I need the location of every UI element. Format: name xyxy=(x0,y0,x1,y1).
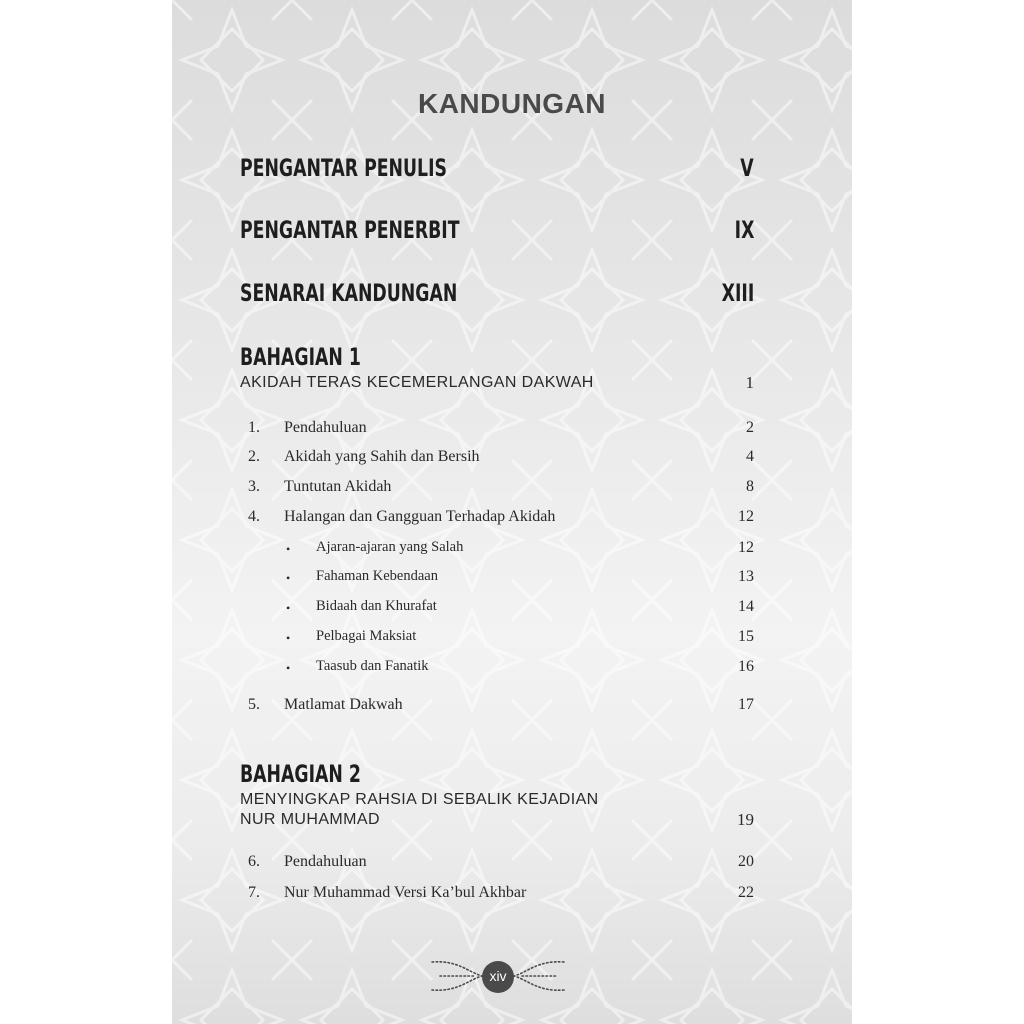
subitem-label: Bidaah dan Khurafat xyxy=(316,598,437,614)
toc-entry-label: SENARAI KANDUNGAN xyxy=(240,279,458,307)
part-2-page: 19 xyxy=(737,810,754,829)
toc-entry-label: PENGANTAR PENERBIT xyxy=(240,216,460,244)
item-number: 1. xyxy=(248,419,260,436)
toc-item[interactable] xyxy=(240,478,754,500)
item-label: Pendahuluan xyxy=(284,419,367,436)
part-1-page: 1 xyxy=(745,373,754,392)
item-page: 4 xyxy=(746,448,754,465)
subitem-label: Fahaman Kebendaan xyxy=(316,568,438,584)
item-number: 4. xyxy=(248,508,260,525)
item-label: Nur Muhammad Versi Ka’bul Akhbar xyxy=(284,884,527,901)
part-2-subtitle-line2[interactable]: NUR MUHAMMAD xyxy=(240,811,380,828)
subitem-page: 16 xyxy=(738,658,754,675)
bullet-icon: • xyxy=(286,542,291,556)
subitem-page: 13 xyxy=(738,568,754,585)
toc-item[interactable] xyxy=(240,419,754,441)
item-number: 7. xyxy=(248,884,260,901)
toc-entry-senarai-kandungan[interactable] xyxy=(240,279,754,313)
item-label: Pendahuluan xyxy=(284,853,367,870)
part-2-subtitle-line1[interactable]: MENYINGKAP RAHSIA DI SEBALIK KEJADIAN xyxy=(240,791,599,808)
bullet-icon: • xyxy=(286,631,291,645)
toc-entry-page: V xyxy=(740,154,754,182)
item-number: 2. xyxy=(248,448,260,465)
toc-item[interactable] xyxy=(240,884,754,906)
toc-item[interactable] xyxy=(240,448,754,470)
item-page: 8 xyxy=(746,478,754,495)
toc-entry-page: IX xyxy=(734,216,754,244)
subitem-page: 12 xyxy=(738,539,754,556)
bullet-icon: • xyxy=(286,571,291,585)
bullet-icon: • xyxy=(286,661,291,675)
subitem-page: 14 xyxy=(738,598,754,615)
toc-subitem[interactable] xyxy=(240,539,754,561)
item-number: 6. xyxy=(248,853,260,870)
toc-item[interactable] xyxy=(240,696,754,718)
item-number: 5. xyxy=(248,696,260,713)
bullet-icon: • xyxy=(286,601,291,615)
subitem-label: Pelbagai Maksiat xyxy=(316,628,417,644)
item-page: 2 xyxy=(746,419,754,436)
subitem-label: Taasub dan Fanatik xyxy=(316,658,429,674)
item-page: 20 xyxy=(738,853,754,870)
item-label: Matlamat Dakwah xyxy=(284,696,403,713)
page-title: KANDUNGAN xyxy=(417,88,607,119)
item-label: Halangan dan Gangguan Terhadap Akidah xyxy=(284,508,556,525)
toc-entry-label: PENGANTAR PENULIS xyxy=(240,154,447,182)
toc-subitem[interactable] xyxy=(240,598,754,620)
toc-entry-pengantar-penerbit[interactable] xyxy=(240,216,754,250)
item-page: 22 xyxy=(738,884,754,901)
subitem-page: 15 xyxy=(738,628,754,645)
part-2-heading: BAHAGIAN 2 xyxy=(240,760,361,788)
toc-subitem[interactable] xyxy=(240,628,754,650)
page-number-badge: xiv xyxy=(482,961,514,993)
part-1-heading: BAHAGIAN 1 xyxy=(240,343,361,371)
toc-item[interactable] xyxy=(240,508,754,530)
part-1-subtitle[interactable]: AKIDAH TERAS KECEMERLANGAN DAKWAH xyxy=(240,374,594,391)
toc-entry-pengantar-penulis[interactable] xyxy=(240,154,754,188)
toc-subitem[interactable] xyxy=(240,658,754,680)
item-label: Akidah yang Sahih dan Bersih xyxy=(284,448,480,465)
book-page xyxy=(172,0,852,1024)
item-number: 3. xyxy=(248,478,260,495)
toc-item[interactable] xyxy=(240,853,754,875)
item-label: Tuntutan Akidah xyxy=(284,478,392,495)
item-page: 12 xyxy=(738,508,754,525)
subitem-label: Ajaran-ajaran yang Salah xyxy=(316,539,464,555)
toc-entry-page: XIII xyxy=(721,279,754,307)
toc-subitem[interactable] xyxy=(240,568,754,590)
item-page: 17 xyxy=(738,696,754,713)
